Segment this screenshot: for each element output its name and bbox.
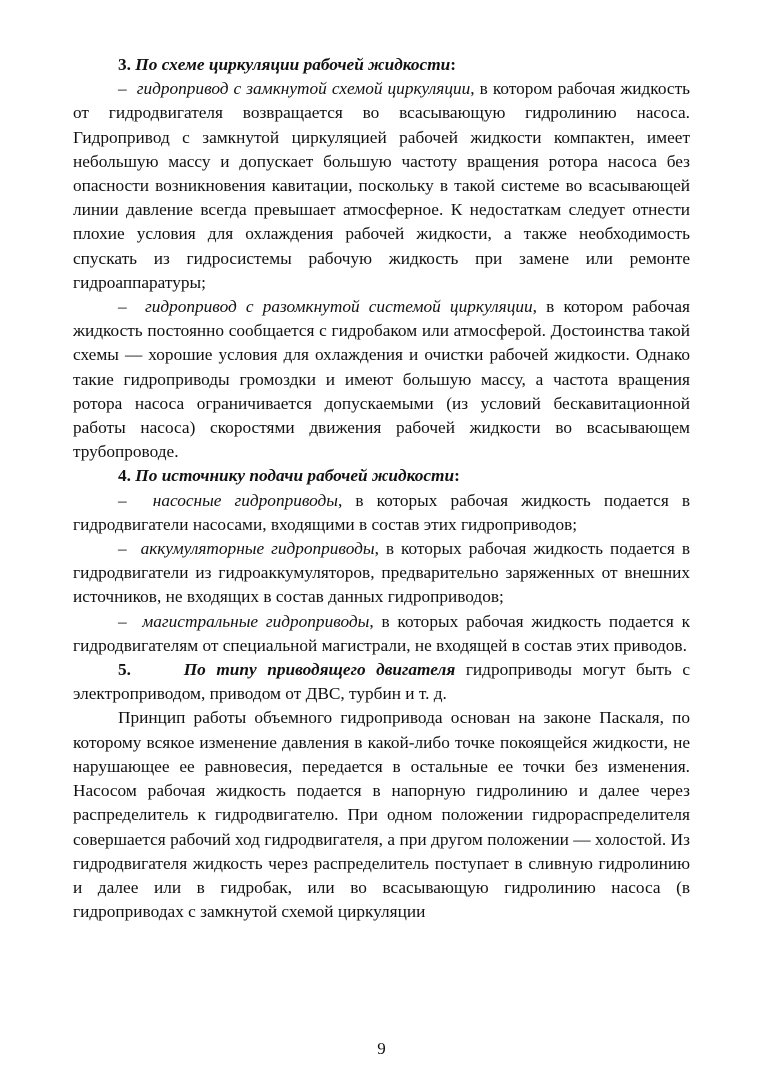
list-item-open-circuit [73,295,690,464]
list-dash: – [118,297,127,317]
term: магистральные гидроприводы [142,611,370,631]
item-text: , в которых рабочая жидкость подается к гидродвигателям от специальной магистрали, не входящей в состав этих приводов. [73,611,690,655]
term: гидропривод с разомкнутой системой циркуляции [144,297,533,317]
heading-colon: : [450,55,457,74]
section-4-heading [73,464,690,488]
page-body [73,53,690,924]
principle-paragraph: Принцип работы объемного гидропривода основан на законе Паскаля, по которому всякое изменение давления в какой-либо точке покоящейся жидкости, не нарушающее ее равновесия, передается в остальные ее точки без изменения. Насосом рабочая жидкость подается в напорную гидролинию и далее через распределитель к гидродвигателю. При одном положении гидрораспределителя совершается рабочий ход гидродвигателя, а при другом положении — холостой. Из гидродвигателя жидкость через распределитель поступает в сливную гидролинию и далее или в гидробак, или во всасывающую гидролинию насоса (в гидроприводах с замкнутой схемой циркуляции [73,708,690,922]
list-dash: – [118,490,127,510]
section-title: По типу приводящего двигателя [183,660,456,680]
item-text: , в которых рабочая жидкость подается в гидродвигатели насосами, входящими в состав этих гидроприводов; [73,490,690,534]
list-item-main-line [73,610,690,658]
item-text: , в котором рабочая жидкость постоянно сообщается с гидробаком или атмосферой. Достоинства такой схемы — хорошие условия для охлаждения и очистки рабочей жидкости. Однако такие гидроприводы громоздки и имеют большую массу, а частота вращения ротора насоса ограничивается допускаемыми (из условий бескавитационной работы насоса) скоростями движения рабочей жидкости во всасывающем трубопроводе. [73,297,690,462]
section-3-heading [73,53,690,77]
list-dash: – [118,79,127,99]
list-item-closed-circuit [73,77,690,295]
term: насосные гидроприводы [152,490,338,510]
section-number: 3. [118,55,131,74]
section-5-paragraph [73,658,690,706]
item-text: , в котором рабочая жидкость от гидродвигателя возвращается во всасывающую гидролинию насоса. Гидропривод с замкнутой циркуляцией рабочей жидкости компактен, имеет небольшую массу и допускает большую частоту вращения ротора насоса без опасности возникновения кавитации, поскольку в такой системе во всасывающей линии давление всегда превышает атмосферное. К недостаткам следует отнести плохие условия для охлаждения рабочей жидкости, а также необходимость спускать из гидросистемы рабочую жидкость при замене или ремонте гидроаппаратуры; [73,79,690,292]
section-title: По источнику подачи рабочей жидкости [135,466,455,486]
term: гидропривод с замкнутой схемой циркуляции [136,79,471,99]
heading-colon: : [454,466,460,486]
item-text: , в которых рабочая жидкость подается в гидродвигатели из гидроаккумуляторов, предварительно заряженных от внешних источников, не входящих в состав данных гидроприводов; [73,539,690,607]
list-item-pump [73,489,690,537]
section-number: 4. [118,466,131,486]
list-dash: – [118,611,127,631]
section-title: По схеме циркуляции рабочей жидкости [135,55,451,74]
page-number: 9 [377,1039,386,1058]
list-dash: – [118,539,127,559]
list-item-accumulator [73,537,690,610]
section-number: 5. [118,660,131,680]
section-text: гидроприводы могут быть с электроприводом, приводом от ДВС, турбин и т. д. [73,660,691,704]
term: аккумуляторные гидроприводы [140,539,375,559]
